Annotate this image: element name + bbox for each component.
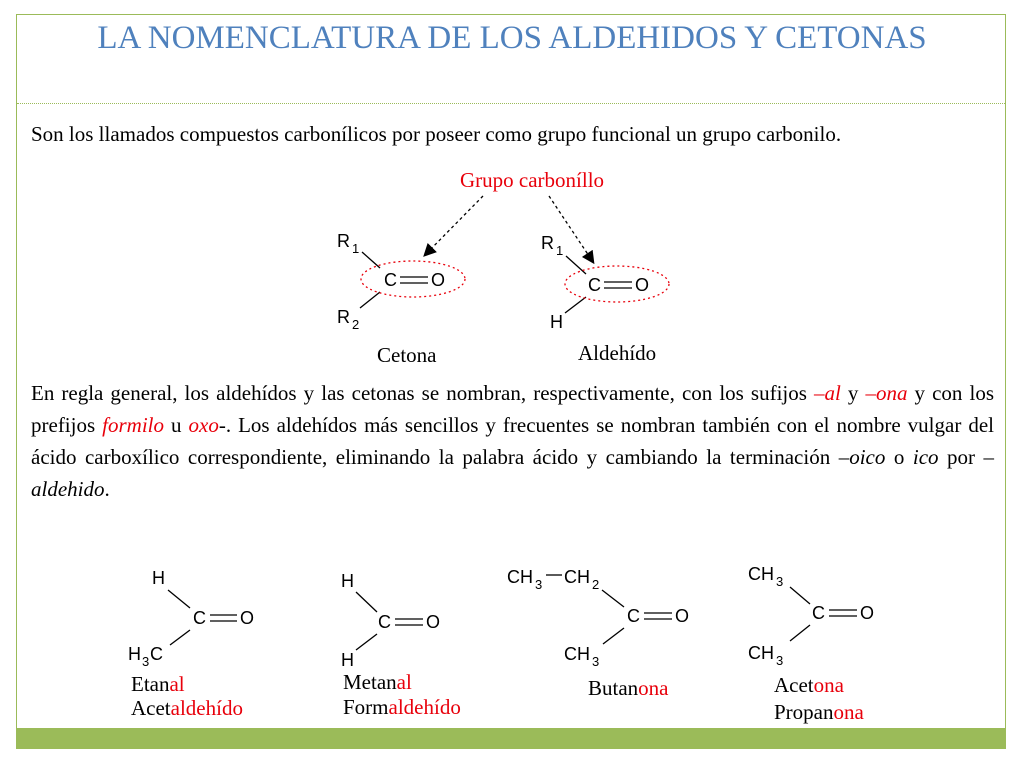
svg-text:C: C xyxy=(150,644,163,664)
svg-text:3: 3 xyxy=(592,654,600,669)
suffix-ona: –ona xyxy=(865,381,908,405)
svg-text:3: 3 xyxy=(776,574,784,589)
svg-text:R: R xyxy=(337,307,350,327)
svg-text:H: H xyxy=(152,568,165,588)
svg-text:CH: CH xyxy=(564,567,590,587)
svg-text:C: C xyxy=(193,608,206,628)
name-formaldehido: Formaldehído xyxy=(343,695,461,719)
svg-text:R: R xyxy=(337,231,350,251)
term-aldehido: –aldehido xyxy=(31,445,995,501)
svg-text:C: C xyxy=(627,606,640,626)
term-oico: –oico xyxy=(838,445,886,469)
arrow-to-ketone xyxy=(425,196,483,255)
ketone-carbonyl-circle xyxy=(361,261,465,297)
svg-text:O: O xyxy=(675,606,690,626)
svg-text:CH: CH xyxy=(507,567,533,587)
footer-bar xyxy=(17,728,1005,749)
svg-text:C: C xyxy=(812,603,825,623)
svg-text:3: 3 xyxy=(535,577,543,592)
name-butanona: Butanona xyxy=(588,676,669,700)
ketone-caption: Cetona xyxy=(377,343,437,367)
intro-paragraph: Son los llamados compuestos carbonílicos por poseer como grupo funcional un grupo carbonilo. xyxy=(31,122,842,146)
svg-text:CH: CH xyxy=(748,564,774,584)
slide-title: LA NOMENCLATURA DE LOS ALDEHIDOS Y CETONAS xyxy=(97,20,927,56)
svg-text:R: R xyxy=(541,233,554,253)
svg-text:CH: CH xyxy=(564,644,590,664)
svg-text:O: O xyxy=(426,612,441,632)
svg-text:3: 3 xyxy=(142,654,150,669)
name-acetona: Acetona xyxy=(774,673,844,697)
svg-text:CH: CH xyxy=(748,643,774,663)
metanal-structure xyxy=(341,571,440,670)
svg-text:H: H xyxy=(341,650,354,670)
ketone-structure xyxy=(337,231,465,332)
name-metanal: Metanal xyxy=(343,670,412,694)
etanal-structure xyxy=(128,568,254,669)
svg-text:1: 1 xyxy=(556,243,564,258)
prefix-formilo: formilo xyxy=(102,413,164,437)
suffix-al: –al xyxy=(813,381,841,405)
svg-text:2: 2 xyxy=(352,317,360,332)
svg-text:H: H xyxy=(341,571,354,591)
svg-text:C: C xyxy=(378,612,391,632)
svg-text:C: C xyxy=(384,270,397,290)
svg-text:C: C xyxy=(588,275,601,295)
svg-text:3: 3 xyxy=(776,653,784,668)
svg-text:2: 2 xyxy=(592,577,600,592)
svg-text:O: O xyxy=(240,608,255,628)
svg-text:1: 1 xyxy=(352,241,360,256)
svg-text:H: H xyxy=(128,644,141,664)
name-propanona: Propanona xyxy=(774,700,864,724)
term-ico: ico xyxy=(912,445,939,469)
carbonyl-group-label: Grupo carboníllo xyxy=(460,168,605,192)
svg-text:O: O xyxy=(431,270,446,290)
aldehyde-structure xyxy=(541,233,669,332)
rule-paragraph: En regla general, los aldehídos y las cetonas se nombran, respectivamente, con los sufijos –al y –ona y con los prefijos formilo u oxo-. Los aldehídos más sencillos y frecuentes se nombran también con el nombre vulgar del ácido carboxílico correspondiente, eliminando la palabra ácido y cambiando la terminación –oico o ico por –aldehido. xyxy=(31,381,995,501)
butanona-structure xyxy=(507,567,689,669)
aldehyde-carbonyl-circle xyxy=(565,266,669,302)
svg-text:H: H xyxy=(550,312,563,332)
aldehyde-caption: Aldehído xyxy=(578,341,657,365)
svg-text:O: O xyxy=(635,275,650,295)
svg-text:O: O xyxy=(860,603,875,623)
name-etanal: Etanal xyxy=(131,672,185,696)
name-acetaldehido: Acetaldehído xyxy=(131,696,243,720)
acetona-structure xyxy=(748,564,874,668)
prefix-oxo: oxo xyxy=(188,413,219,437)
